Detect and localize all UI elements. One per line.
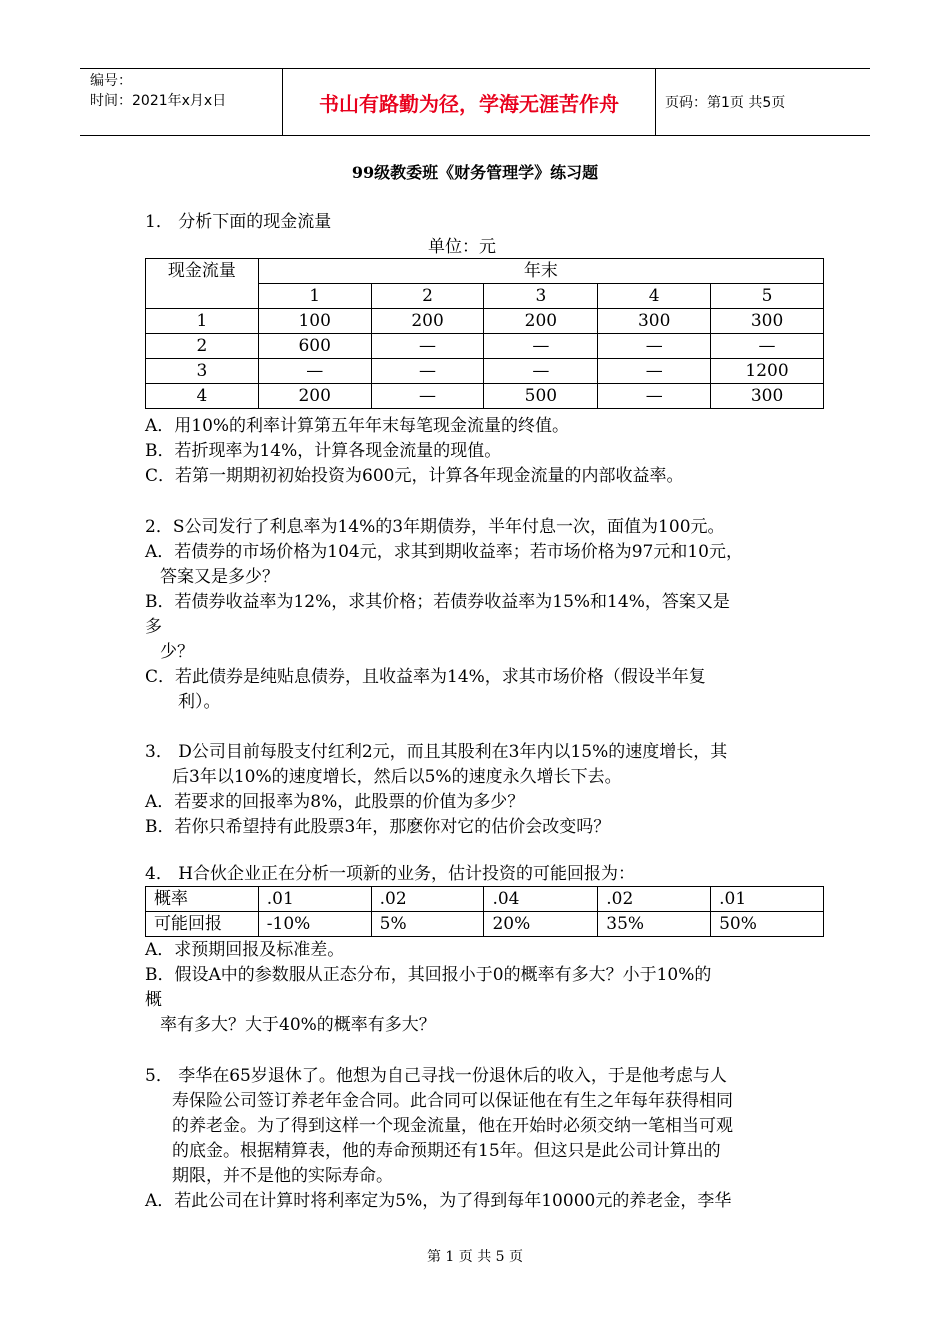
table-cell: 600 — [258, 334, 371, 359]
cashflow-table — [145, 258, 824, 409]
q2-part-a: A．若债券的市场价格为104元，求其到期收益率；若市场价格为97元和10元， — [145, 542, 743, 562]
table-cell: .01 — [258, 887, 371, 912]
table-cell: 1200 — [711, 359, 824, 384]
q4-stem: 4． H合伙企业正在分析一项新的业务，估计投资的可能回报为： — [145, 864, 636, 884]
table-row — [146, 359, 824, 384]
q2-part-b: B．若债券收益率为12%，求其价格；若债券收益率为15%和14%，答案又是 — [145, 592, 730, 612]
year-header: 4 — [598, 284, 711, 309]
header-info-cell — [80, 69, 283, 135]
table-cell: 35% — [598, 912, 711, 937]
q1-part-a: A．用10%的利率计算第五年年末每笔现金流量的终值。 — [145, 416, 570, 436]
table-cell: 200 — [371, 309, 484, 334]
q2-part-a-cont: 答案又是多少？ — [160, 567, 279, 587]
table-cell: 100 — [258, 309, 371, 334]
q1-part-b: B．若折现率为14%，计算各现金流量的现值。 — [145, 441, 502, 461]
row-label: 概率 — [146, 887, 259, 912]
table-cell: -10% — [258, 912, 371, 937]
q5-stem-cont: 期限，并不是他的实际寿命。 — [172, 1166, 393, 1186]
q5-stem-cont: 的养老金。为了得到这样一个现金流量，他在开始时必须交纳一笔相当可观 — [172, 1116, 733, 1136]
row-label: 可能回报 — [146, 912, 259, 937]
return-distribution-table — [145, 886, 824, 937]
table-cell: — — [258, 359, 371, 384]
q3-part-a: A．若要求的回报率为8%，此股票的价值为多少？ — [145, 792, 525, 812]
table-cell: — — [371, 334, 484, 359]
year-header: 2 — [371, 284, 484, 309]
q1-unit: 单位：元 — [428, 237, 496, 257]
q2-part-c: C．若此债券是纯贴息债券，且收益率为14%，求其市场价格（假设半年复 — [145, 667, 706, 687]
table-row — [146, 309, 824, 334]
q5-stem-cont: 寿保险公司签订养老年金合同。此合同可以保证他在有生之年每年获得相同 — [172, 1091, 733, 1111]
q2-part-b-cont: 多 — [145, 617, 162, 637]
year-header: 5 — [711, 284, 824, 309]
q1-stem: 1． 分析下面的现金流量 — [145, 212, 332, 232]
document-title: 99级教委班《财务管理学》练习题 — [351, 163, 599, 182]
table-cell: — — [598, 384, 711, 409]
page-footer: 第 1 页 共 5 页 — [426, 1249, 524, 1265]
header-slogan: 书山有路勤为径，学海无涯苦作舟 — [283, 69, 656, 135]
number-label: 编号： — [90, 73, 132, 89]
table-cell: — — [711, 334, 824, 359]
year-header: 1 — [258, 284, 371, 309]
table-cell: 200 — [258, 384, 371, 409]
table-cell: 500 — [484, 384, 598, 409]
table-cell: 5% — [371, 912, 484, 937]
table-cell: 200 — [484, 309, 598, 334]
q3-part-b: B．若你只希望持有此股票3年，那麽你对它的估价会改变吗？ — [145, 817, 611, 837]
time-label: 时间：2021年x月x日 — [90, 93, 227, 109]
q2-part-b-cont2: 少？ — [160, 642, 194, 662]
q4-part-b-cont: 概 — [145, 990, 162, 1010]
table-row — [146, 384, 824, 409]
q3-stem: 3． D公司目前每股支付红利2元，而且其股利在3年内以15%的速度增长，其 — [145, 742, 728, 762]
row-id: 4 — [146, 384, 259, 409]
q5-stem: 5． 李华在65岁退休了。他想为自己寻找一份退休后的收入，于是他考虑与人 — [145, 1066, 727, 1086]
table-cell: .01 — [711, 887, 824, 912]
table-cell: .04 — [484, 887, 598, 912]
table-cell: .02 — [598, 887, 711, 912]
q3-stem-cont: 后3年以10%的速度增长，然后以5%的速度永久增长下去。 — [172, 767, 622, 787]
table-cell: 300 — [711, 309, 824, 334]
table-cell: 20% — [484, 912, 598, 937]
table-cell: — — [371, 384, 484, 409]
table-cell: — — [484, 359, 598, 384]
table-cell: — — [598, 359, 711, 384]
q5-stem-cont: 的底金。根据精算表，他的寿命预期还有15年。但这只是此公司计算出的 — [172, 1141, 721, 1161]
probability-row — [146, 887, 824, 912]
year-header: 3 — [484, 284, 598, 309]
row-id: 2 — [146, 334, 259, 359]
table-cell: 50% — [711, 912, 824, 937]
page-header — [80, 68, 870, 136]
q4-part-a: A．求预期回报及标准差。 — [145, 940, 345, 960]
table-row — [146, 334, 824, 359]
q4-part-b-cont2: 率有多大？大于40%的概率有多大？ — [160, 1015, 436, 1035]
table-cell: — — [371, 359, 484, 384]
q4-part-b: B．假设A中的参数服从正态分布，其回报小于0的概率有多大？小于10%的 — [145, 965, 712, 985]
q1-part-c: C．若第一期期初初始投资为600元，计算各年现金流量的内部收益率。 — [145, 466, 684, 486]
table-cell: 300 — [598, 309, 711, 334]
table-corner: 现金流量 — [146, 259, 259, 309]
header-page-info: 页码：第1页 共5页 — [665, 95, 786, 111]
table-cell: — — [484, 334, 598, 359]
table-group-header: 年末 — [258, 259, 823, 284]
q2-stem: 2．S公司发行了利息率为14%的3年期债券，半年付息一次，面值为100元。 — [145, 517, 725, 537]
q2-part-c-cont: 利）。 — [178, 692, 221, 712]
q5-part-a: A．若此公司在计算时将利率定为5%，为了得到每年10000元的养老金，李华 — [145, 1191, 732, 1211]
return-row — [146, 912, 824, 937]
row-id: 1 — [146, 309, 259, 334]
row-id: 3 — [146, 359, 259, 384]
table-cell: — — [598, 334, 711, 359]
table-cell: .02 — [371, 887, 484, 912]
table-cell: 300 — [711, 384, 824, 409]
